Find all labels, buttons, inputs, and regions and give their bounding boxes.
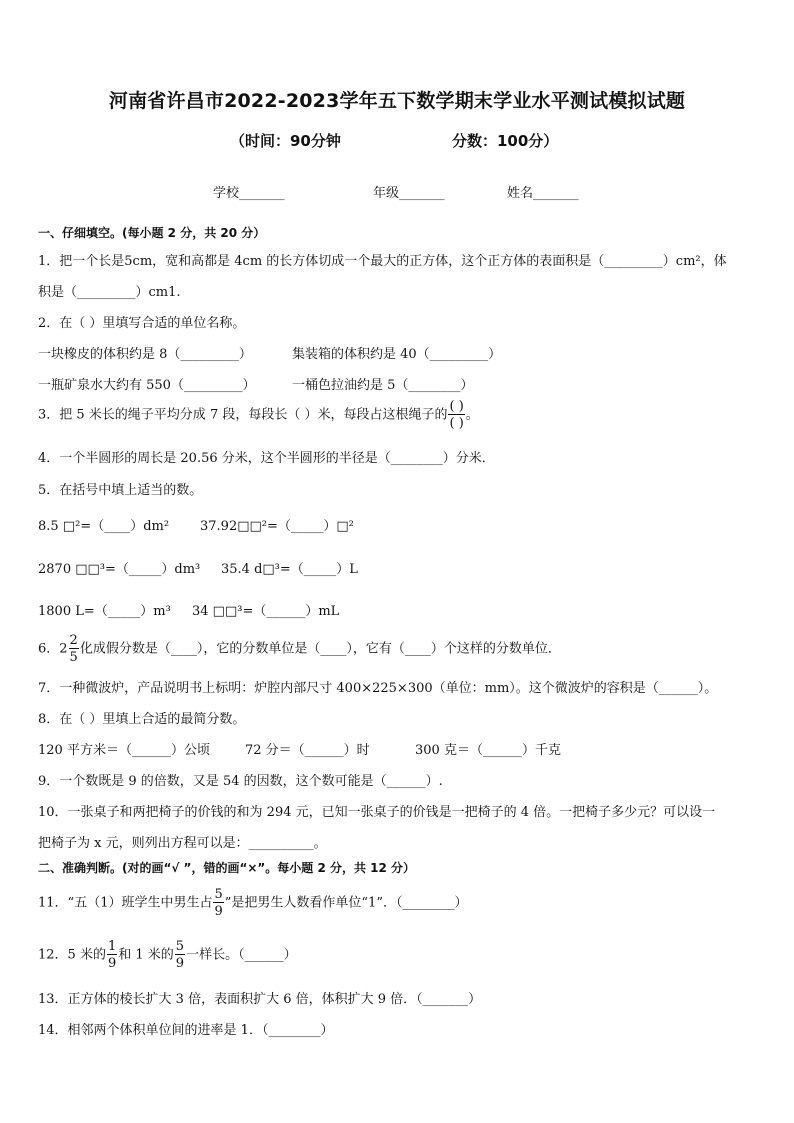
question-12-middle: 和 1 米的: [118, 947, 174, 963]
fraction-numerator: 5: [214, 887, 223, 902]
section1-heading: 一、仔细填空。(每小题 2 分，共 20 分）: [38, 226, 266, 240]
question-10-line2: 把椅子为 x 元，则列出方程可以是：__________。: [38, 836, 327, 851]
question-11-prefix: 11．“五（1）班学生中男生占: [38, 895, 213, 911]
fraction-denominator: 5: [69, 650, 78, 665]
question-8a: 120 平方米＝（______）公顷: [38, 743, 210, 758]
question-6-text: 化成假分数是（____），它的分数单位是（____），它有（____）个这样的分数单位．: [79, 641, 561, 657]
fraction-numerator: 5: [175, 939, 185, 954]
question-6-prefix: 6．2: [38, 641, 68, 657]
question-4: 4．一个半圆形的周长是 20.56 分米，这个半圆形的半径是（________）分米．: [38, 451, 495, 466]
grade-field: 年级_______: [373, 186, 445, 201]
question-2d: 一桶色拉油约是 5（________）: [292, 378, 474, 393]
question-2c: 一瓶矿泉水大约有 550（_________）: [38, 378, 256, 393]
question-3-fraction: [448, 400, 464, 430]
question-3-text: 3．把 5 米长的绳子平均分成 7 段，每段长（ ）米，每段占这根绳子的: [38, 407, 448, 423]
question-7: 7．一种微波炉，产品说明书上标明：炉腔内部尺寸 400×225×300（单位：mm）。这个微波炉的容积是（______）。: [38, 681, 718, 696]
fraction-numerator: 2: [69, 633, 78, 648]
fraction-denominator: ( ): [449, 416, 464, 431]
fraction-denominator: 9: [107, 956, 117, 971]
fraction-denominator: 9: [175, 956, 185, 971]
question-2a: 一块橡皮的体积约是 8（_________）: [38, 347, 252, 362]
question-11: [38, 888, 467, 918]
question-12-fraction-2: [175, 940, 185, 970]
question-14: 14．相邻两个体积单位间的进率是 1．（________）: [38, 1023, 334, 1038]
question-3: [38, 400, 479, 430]
question-13: 13．正方体的棱长扩大 3 倍，表面积扩大 6 倍，体积扩大 9 倍．（_______）: [38, 992, 482, 1007]
question-1-line2: 积是（_________）cm1.: [38, 285, 181, 300]
question-9: 9．一个数既是 9 的倍数，又是 54 的因数，这个数可能是（______）.: [38, 774, 443, 789]
question-10-line1: 10．一张桌子和两把椅子的价钱的和为 294 元，已知一张桌子的价钱是一把椅子的 4 倍。一把椅子多少元？可以设一: [38, 805, 716, 820]
question-11-text: ”是把男生人数看作单位“1”．（________）: [224, 895, 468, 911]
question-5d: 35.4 d□³=（_____）L: [221, 562, 358, 577]
question-2b: 集装箱的体积约是 40（_________）: [292, 347, 502, 362]
question-5f: 34 □□³=（______）mL: [192, 604, 340, 619]
question-6: [38, 634, 561, 664]
question-12-text: 一样长。（______）: [186, 947, 297, 963]
exam-score: 分数：100分）: [452, 132, 559, 150]
question-5a: 8.5 □²=（____）dm²: [38, 519, 170, 534]
question-6-fraction: [69, 634, 79, 664]
question-5b: 37.92□□²=（_____）□²: [200, 519, 354, 534]
question-2: 2．在（ ）里填写合适的单位名称。: [38, 316, 246, 331]
question-12-fraction-1: [107, 940, 117, 970]
page-title: 河南省许昌市2022-2023学年五下数学期末学业水平测试模拟试题: [108, 90, 686, 112]
school-field: 学校_______: [213, 186, 285, 201]
question-8b: 72 分＝（______）时: [245, 743, 370, 758]
exam-time: （时间：90分钟: [230, 132, 341, 150]
section2-heading: 二、准确判断。(对的画“√ ”，错的画“×”。每小题 2 分，共 12 分）: [38, 861, 416, 875]
question-3-end: 。: [465, 407, 479, 423]
question-12-prefix: 12．5 米的: [38, 947, 106, 963]
question-5c: 2870 □□³=（_____）dm³: [38, 562, 201, 577]
fraction-numerator: 1: [107, 939, 117, 954]
question-8: 8．在（ ）里填上合适的最简分数。: [38, 712, 246, 727]
question-8c: 300 克＝（______）千克: [415, 743, 561, 758]
fraction-denominator: 9: [214, 904, 223, 919]
question-11-fraction: [213, 888, 223, 918]
question-12: [38, 940, 297, 970]
fraction-numerator: ( ): [449, 399, 464, 414]
question-5e: 1800 L=（_____）m³: [38, 604, 171, 619]
question-5: 5．在括号中填上适当的数。: [38, 483, 203, 498]
name-field: 姓名_______: [507, 186, 579, 201]
question-1-line1: 1．把一个长是5cm，宽和高都是 4cm 的长方体切成一个最大的正方体，这个正方体的表面积是（_________）cm²，体: [38, 254, 727, 269]
